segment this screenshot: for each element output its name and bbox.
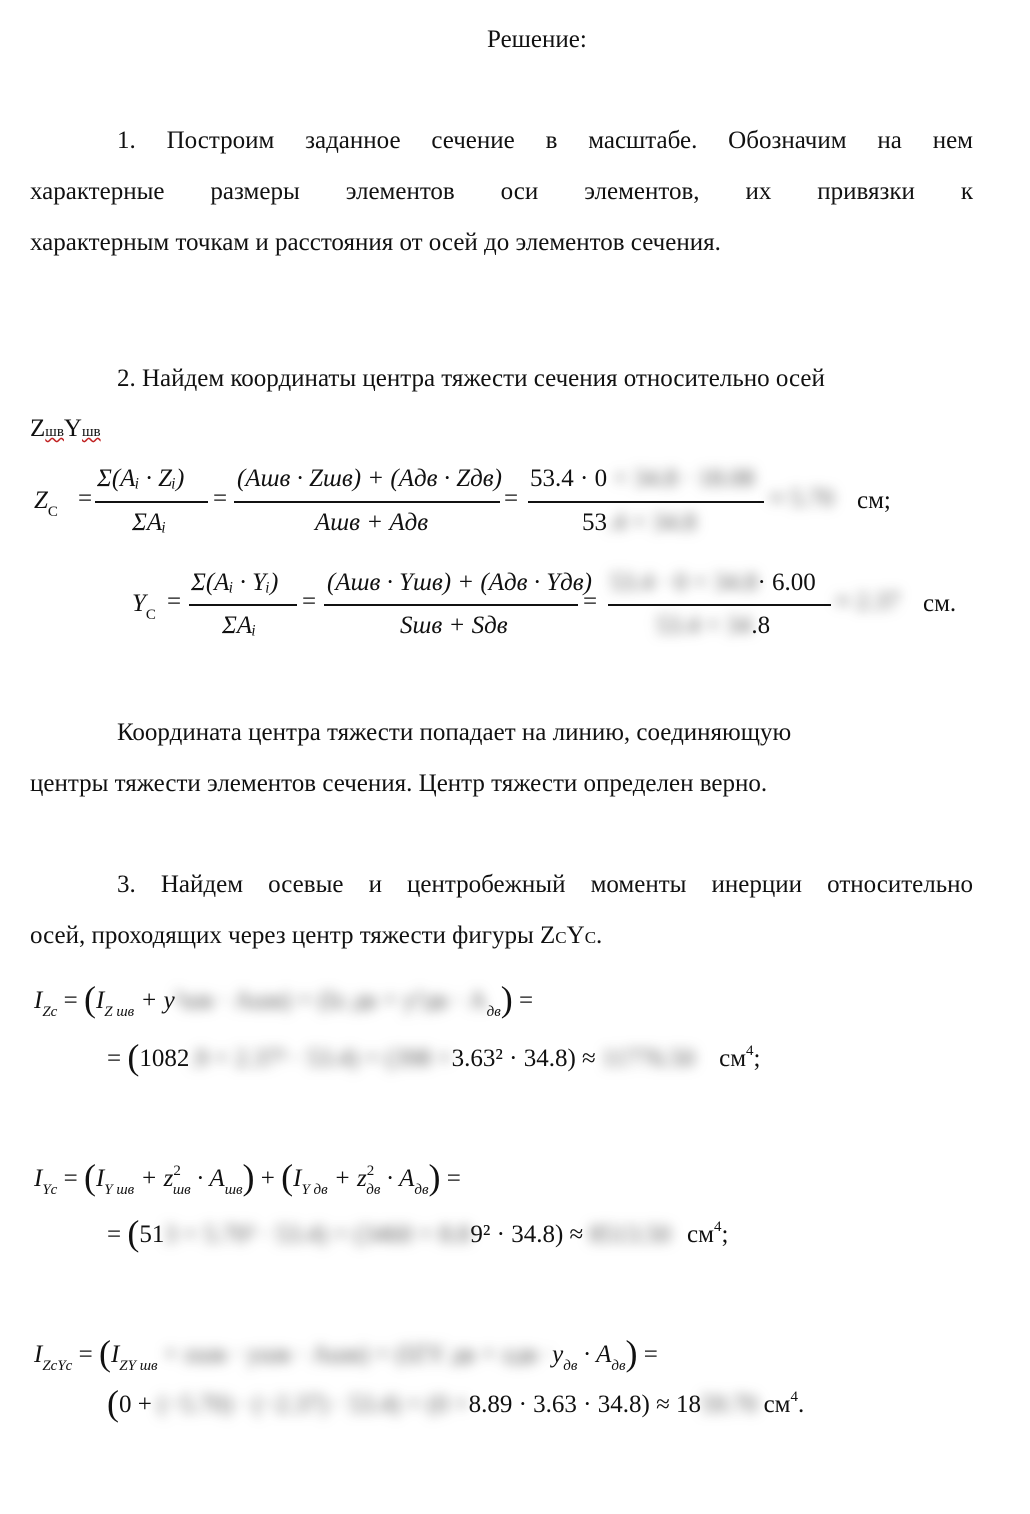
equals-sign: = [78,485,93,512]
equals-sign: = [504,485,519,512]
zc-result: ≈ 5.70 [770,485,834,512]
izc-row1: $I_{Zc} = (I_{Z шв} + y^2шв \cdot Aшв) + (Iz$ дв + $y^2дв \cdot A_{дв}$) = [34,979,534,1020]
yc-result: ≈ 2.37 [836,588,900,615]
step2-line1: 2. Найдем координаты центра тяжести сечения относительно осей [117,365,825,392]
yc-unit: см. [923,590,957,617]
equals-sign: = [213,485,228,512]
zc-fraction2-denominator: Aшв + Aдв [315,509,429,536]
izcyc-row1: $I_{ZcYc} = (I_{ZY шв}$ + zшв · yшв · Aшв) + (IZY дв + zдв $\cdot y_{дв} \cdot A_{дв}$) = [34,1333,658,1374]
yc-lhs: $Y_C$ [132,590,156,623]
zc-fraction2-numerator: (Aшв · Zшв) + (Aдв · Zдв) [237,465,502,492]
page-heading: Решение: [487,26,587,53]
yc-fraction1-bar [189,604,297,606]
step1-line3: характерным точкам и расстояния от осей до элементов сечения. [30,229,721,256]
yc-fraction1-numerator: Σ(Aᵢ · Yᵢ) [191,569,279,596]
conclusion-line2: центры тяжести элементов сечения. Центр тяжести определен верно. [30,770,768,797]
yc-fraction2-denominator: Sшв + Sдв [400,612,508,639]
step1-line2: характерные размеры элементов оси элементов, их привязки к [30,178,973,205]
zc-lhs: $Z_C$ [34,487,58,520]
axis-z-sub: шв [45,424,64,440]
zc-fraction1-denominator: ΣAᵢ [132,509,167,536]
zc-fraction1-numerator: Σ(Aᵢ · Zᵢ) [97,465,185,492]
izc-row2: = (1082.9 + 2.37² · 53.4) + (398 +3.63² · 34.8) ≈ 11776.50 $см^4$; [107,1037,761,1077]
yc-fraction2-bar [324,604,578,606]
zc-fraction3-denominator: 53.4 + 34.8 [582,509,697,536]
zc-fraction3-numerator: 53.4 · 0 + 34.8 · 18.08 [530,465,755,492]
yc-fraction2-numerator: (Aшв · Yшв) + (Aдв · Yдв) [327,569,592,596]
yc-fraction3-bar [608,604,831,606]
axis-z-label: Z [30,415,46,442]
axis-y-sub: шв [81,424,101,440]
axis-y-label: Y [63,415,82,442]
iyc-row1: $I_{Yc} = (I_{Y шв} + z^2_{шв} \cdot A_{шв}) + (I_{Y дв} + z^2_{дв} \cdot A_{дв})$ = [34,1157,461,1198]
yc-fraction3-denominator: 53.4 + 34.8 [656,612,771,639]
step3-line2: осей, проходящих через центр тяжести фигуры ZCYC. [30,922,603,949]
iyc-row2: = (513 + 5.70² · 53.4) + (3460 + 8.89² · 34.8) ≈ 8513.50 $см^4$; [107,1213,729,1253]
step3-line1: 3. Найдем осевые и центробежный моменты инерции относительно [117,871,973,898]
yc-fraction3-numerator: 53.4 · 0 + 34.8· 6.00 [610,569,816,596]
conclusion-line1: Координата центра тяжести попадает на линию, соединяющую [117,719,792,746]
step1-line1: 1. Построим заданное сечение в масштабе. Обозначим на нем [117,127,973,154]
equals-sign: = [167,588,182,615]
izcyc-row2: (0 + (−5.70) · (−2.37) · 53.4) + (0 +8.89 · 3.63 · 34.8) ≈ 1859.70 $см^4$. [107,1383,805,1423]
equals-sign: = [583,588,598,615]
yc-fraction1-denominator: ΣAᵢ [222,612,257,639]
equals-sign: = [302,588,317,615]
zc-unit: см; [857,487,891,514]
